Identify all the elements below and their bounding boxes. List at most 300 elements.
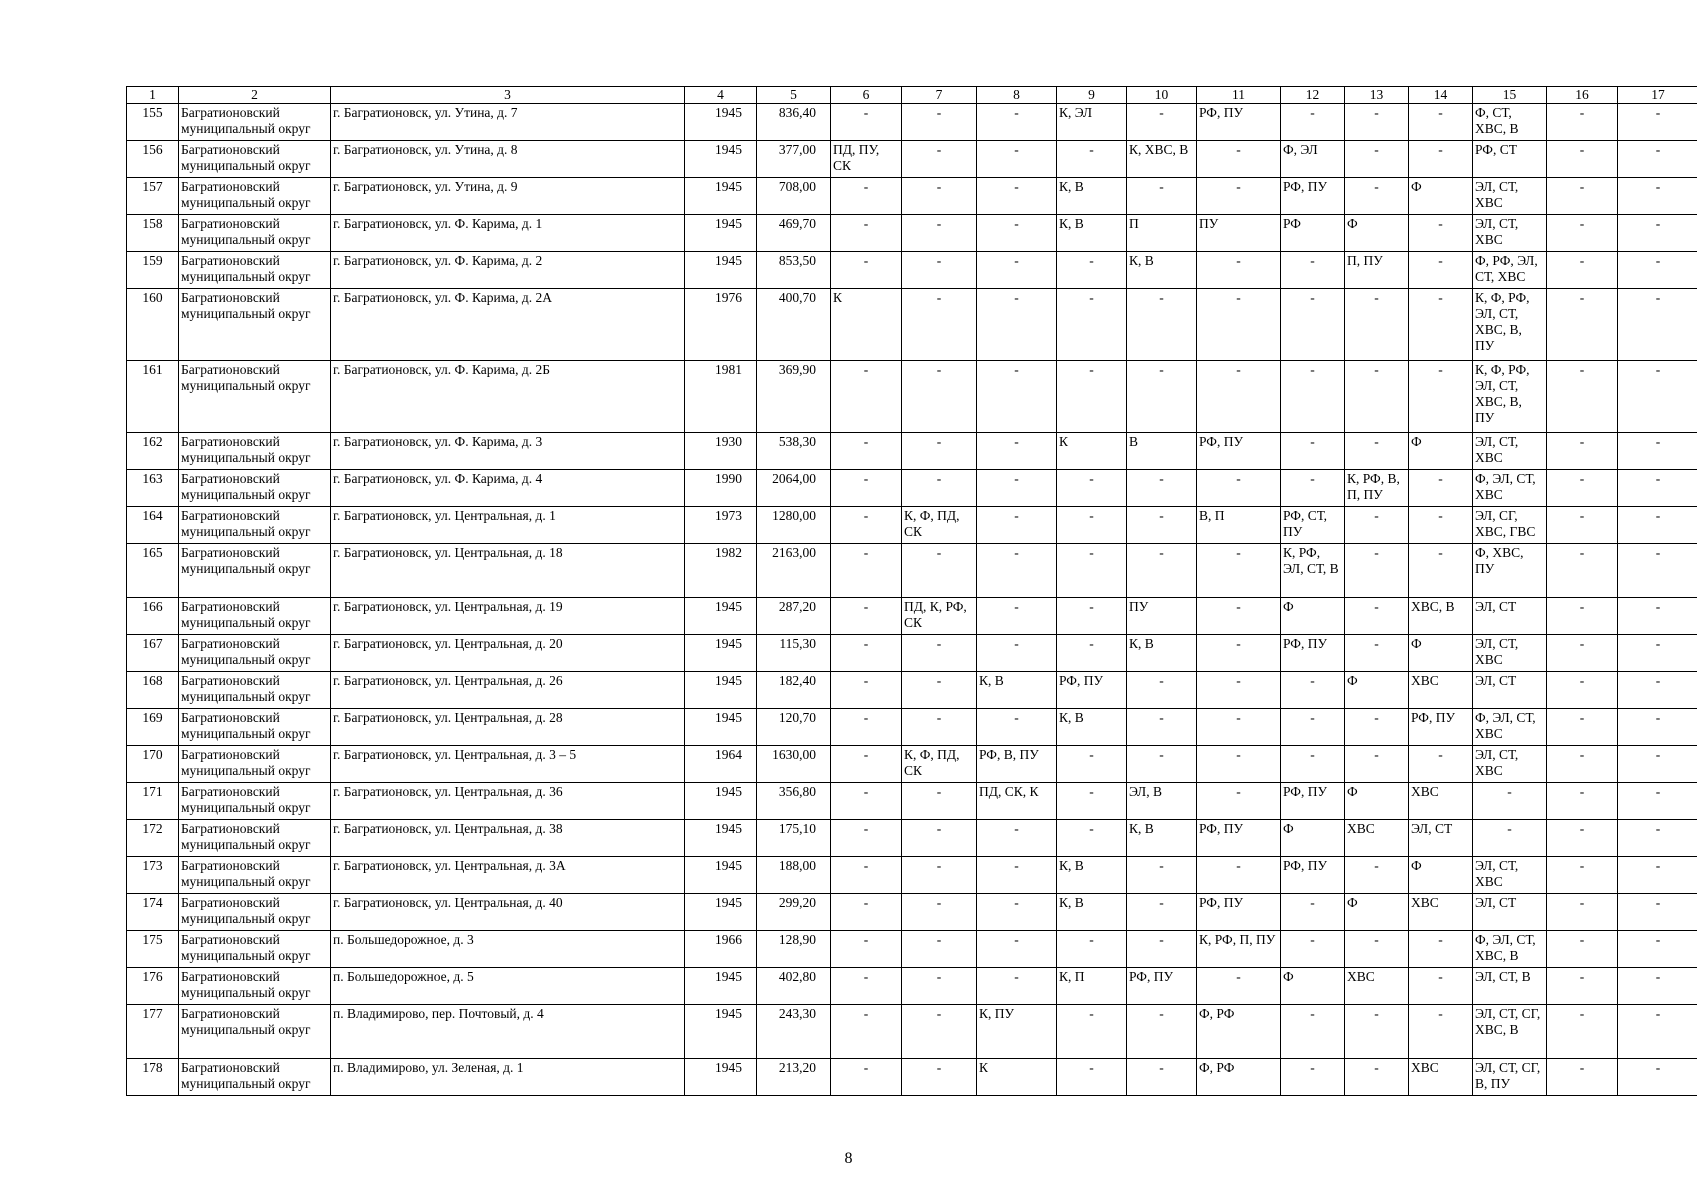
column-number-header: 12 (1281, 87, 1345, 104)
cell-col-13: Ф (1345, 672, 1409, 709)
cell-col-8: РФ, В, ПУ (977, 746, 1057, 783)
cell-col-7: - (902, 820, 977, 857)
row-number: 164 (127, 507, 179, 544)
cell-col-8: - (977, 289, 1057, 361)
year-cell: 1945 (685, 820, 757, 857)
cell-col-11: - (1197, 709, 1281, 746)
cell-col-10: - (1127, 544, 1197, 598)
cell-col-10: - (1127, 709, 1197, 746)
area-cell: 836,40 (757, 104, 831, 141)
address-cell: г. Багратионовск, ул. Ф. Карима, д. 2 (331, 252, 685, 289)
cell-col-15: ЭЛ, СТ, В (1473, 968, 1547, 1005)
cell-col-7: - (902, 104, 977, 141)
row-number: 158 (127, 215, 179, 252)
cell-col-8: - (977, 968, 1057, 1005)
cell-col-13: - (1345, 141, 1409, 178)
cell-col-11: - (1197, 635, 1281, 672)
cell-col-14: - (1409, 1005, 1473, 1059)
area-cell: 182,40 (757, 672, 831, 709)
district-cell: Багратионовский муниципальный округ (179, 289, 331, 361)
row-number: 161 (127, 361, 179, 433)
column-number-header: 3 (331, 87, 685, 104)
cell-col-10: - (1127, 1059, 1197, 1096)
table-row (127, 820, 1697, 857)
table-row (127, 252, 1697, 289)
table-row (127, 141, 1697, 178)
row-number: 170 (127, 746, 179, 783)
column-number-header: 7 (902, 87, 977, 104)
table-row (127, 104, 1697, 141)
cell-col-15: ЭЛ, СТ, ХВС (1473, 746, 1547, 783)
row-number: 155 (127, 104, 179, 141)
cell-col-6: - (831, 857, 902, 894)
cell-col-9: - (1057, 507, 1127, 544)
cell-col-17: - (1618, 857, 1697, 894)
year-cell: 1930 (685, 433, 757, 470)
cell-col-11: - (1197, 178, 1281, 215)
cell-col-8: ПД, СК, К (977, 783, 1057, 820)
cell-col-9: К, В (1057, 857, 1127, 894)
year-cell: 1990 (685, 470, 757, 507)
cell-col-8: - (977, 178, 1057, 215)
cell-col-13: - (1345, 1059, 1409, 1096)
year-cell: 1966 (685, 931, 757, 968)
cell-col-9: - (1057, 544, 1127, 598)
cell-col-10: П (1127, 215, 1197, 252)
cell-col-10: К, В (1127, 635, 1197, 672)
cell-col-7: ПД, К, РФ, СК (902, 598, 977, 635)
table-body (127, 87, 1697, 1096)
row-number: 166 (127, 598, 179, 635)
cell-col-13: - (1345, 746, 1409, 783)
column-number-header: 5 (757, 87, 831, 104)
year-cell: 1945 (685, 598, 757, 635)
row-number: 173 (127, 857, 179, 894)
table-row (127, 470, 1697, 507)
cell-col-14: ЭЛ, СТ (1409, 820, 1473, 857)
cell-col-16: - (1547, 215, 1618, 252)
cell-col-7: - (902, 635, 977, 672)
cell-col-17: - (1618, 215, 1697, 252)
cell-col-8: - (977, 361, 1057, 433)
cell-col-10: РФ, ПУ (1127, 968, 1197, 1005)
district-cell: Багратионовский муниципальный округ (179, 635, 331, 672)
cell-col-12: РФ, ПУ (1281, 635, 1345, 672)
cell-col-8: - (977, 709, 1057, 746)
row-number: 162 (127, 433, 179, 470)
cell-col-9: К, В (1057, 894, 1127, 931)
table-row (127, 598, 1697, 635)
cell-col-16: - (1547, 598, 1618, 635)
cell-col-11: РФ, ПУ (1197, 894, 1281, 931)
cell-col-13: ХВС (1345, 820, 1409, 857)
cell-col-12: РФ, ПУ (1281, 857, 1345, 894)
cell-col-9: - (1057, 1059, 1127, 1096)
cell-col-6: К (831, 289, 902, 361)
cell-col-14: - (1409, 931, 1473, 968)
cell-col-11: В, П (1197, 507, 1281, 544)
cell-col-9: - (1057, 141, 1127, 178)
cell-col-12: - (1281, 361, 1345, 433)
table-row (127, 709, 1697, 746)
cell-col-9: - (1057, 931, 1127, 968)
cell-col-15: ЭЛ, СТ (1473, 598, 1547, 635)
cell-col-17: - (1618, 178, 1697, 215)
cell-col-14: ХВС, В (1409, 598, 1473, 635)
cell-col-16: - (1547, 857, 1618, 894)
table-row (127, 894, 1697, 931)
cell-col-8: - (977, 433, 1057, 470)
cell-col-7: - (902, 931, 977, 968)
cell-col-6: - (831, 1005, 902, 1059)
cell-col-16: - (1547, 104, 1618, 141)
district-cell: Багратионовский муниципальный округ (179, 968, 331, 1005)
table-row (127, 746, 1697, 783)
address-cell: г. Багратионовск, ул. Центральная, д. 3А (331, 857, 685, 894)
cell-col-12: Ф (1281, 820, 1345, 857)
address-cell: г. Багратионовск, ул. Центральная, д. 26 (331, 672, 685, 709)
cell-col-16: - (1547, 361, 1618, 433)
cell-col-7: - (902, 1059, 977, 1096)
table-row (127, 1005, 1697, 1059)
cell-col-16: - (1547, 894, 1618, 931)
cell-col-13: - (1345, 635, 1409, 672)
cell-col-17: - (1618, 104, 1697, 141)
cell-col-13: К, РФ, В, П, ПУ (1345, 470, 1409, 507)
cell-col-9: - (1057, 820, 1127, 857)
cell-col-15: Ф, СТ, ХВС, В (1473, 104, 1547, 141)
cell-col-10: - (1127, 931, 1197, 968)
cell-col-7: К, Ф, ПД, СК (902, 746, 977, 783)
cell-col-11: - (1197, 361, 1281, 433)
column-number-header: 8 (977, 87, 1057, 104)
row-number: 178 (127, 1059, 179, 1096)
column-number-header: 16 (1547, 87, 1618, 104)
year-cell: 1976 (685, 289, 757, 361)
cell-col-15: Ф, ХВС, ПУ (1473, 544, 1547, 598)
district-cell: Багратионовский муниципальный округ (179, 507, 331, 544)
address-cell: г. Багратионовск, ул. Центральная, д. 38 (331, 820, 685, 857)
cell-col-16: - (1547, 1005, 1618, 1059)
cell-col-13: - (1345, 507, 1409, 544)
address-cell: г. Багратионовск, ул. Центральная, д. 19 (331, 598, 685, 635)
cell-col-8: - (977, 635, 1057, 672)
cell-col-8: - (977, 544, 1057, 598)
cell-col-13: Ф (1345, 894, 1409, 931)
cell-col-8: К, В (977, 672, 1057, 709)
cell-col-15: ЭЛ, СТ, ХВС (1473, 215, 1547, 252)
year-cell: 1945 (685, 709, 757, 746)
row-number: 159 (127, 252, 179, 289)
cell-col-11: - (1197, 672, 1281, 709)
area-cell: 400,70 (757, 289, 831, 361)
district-cell: Багратионовский муниципальный округ (179, 857, 331, 894)
cell-col-17: - (1618, 968, 1697, 1005)
area-cell: 2163,00 (757, 544, 831, 598)
cell-col-6: - (831, 104, 902, 141)
cell-col-11: РФ, ПУ (1197, 104, 1281, 141)
cell-col-12: РФ, ПУ (1281, 783, 1345, 820)
cell-col-17: - (1618, 433, 1697, 470)
cell-col-15: ЭЛ, СТ, СГ, ХВС, В (1473, 1005, 1547, 1059)
cell-col-6: - (831, 215, 902, 252)
cell-col-11: РФ, ПУ (1197, 433, 1281, 470)
cell-col-12: - (1281, 104, 1345, 141)
cell-col-11: Ф, РФ (1197, 1005, 1281, 1059)
cell-col-9: К, П (1057, 968, 1127, 1005)
cell-col-16: - (1547, 544, 1618, 598)
cell-col-16: - (1547, 252, 1618, 289)
year-cell: 1945 (685, 141, 757, 178)
cell-col-11: - (1197, 141, 1281, 178)
row-number: 160 (127, 289, 179, 361)
area-cell: 402,80 (757, 968, 831, 1005)
row-number: 165 (127, 544, 179, 598)
cell-col-6: - (831, 894, 902, 931)
area-cell: 538,30 (757, 433, 831, 470)
district-cell: Багратионовский муниципальный округ (179, 470, 331, 507)
cell-col-17: - (1618, 746, 1697, 783)
cell-col-6: - (831, 968, 902, 1005)
table-row (127, 635, 1697, 672)
cell-col-16: - (1547, 470, 1618, 507)
cell-col-9: К, ЭЛ (1057, 104, 1127, 141)
cell-col-6: - (831, 1059, 902, 1096)
district-cell: Багратионовский муниципальный округ (179, 361, 331, 433)
column-number-header: 14 (1409, 87, 1473, 104)
address-cell: г. Багратионовск, ул. Центральная, д. 1 (331, 507, 685, 544)
cell-col-6: - (831, 598, 902, 635)
district-cell: Багратионовский муниципальный округ (179, 178, 331, 215)
year-cell: 1945 (685, 635, 757, 672)
column-number-header: 11 (1197, 87, 1281, 104)
cell-col-13: - (1345, 857, 1409, 894)
cell-col-15: ЭЛ, СТ, СГ, В, ПУ (1473, 1059, 1547, 1096)
cell-col-17: - (1618, 470, 1697, 507)
district-cell: Багратионовский муниципальный округ (179, 215, 331, 252)
cell-col-17: - (1618, 1059, 1697, 1096)
cell-col-11: РФ, ПУ (1197, 820, 1281, 857)
column-number-header: 17 (1618, 87, 1697, 104)
cell-col-9: - (1057, 470, 1127, 507)
cell-col-8: - (977, 857, 1057, 894)
cell-col-13: - (1345, 361, 1409, 433)
cell-col-7: - (902, 361, 977, 433)
cell-col-16: - (1547, 931, 1618, 968)
address-cell: г. Багратионовск, ул. Центральная, д. 3 – 5 (331, 746, 685, 783)
cell-col-12: - (1281, 1005, 1345, 1059)
district-cell: Багратионовский муниципальный округ (179, 252, 331, 289)
cell-col-11: - (1197, 746, 1281, 783)
column-number-header: 6 (831, 87, 902, 104)
row-number: 156 (127, 141, 179, 178)
cell-col-9: РФ, ПУ (1057, 672, 1127, 709)
column-number-header: 10 (1127, 87, 1197, 104)
cell-col-6: - (831, 470, 902, 507)
cell-col-17: - (1618, 635, 1697, 672)
cell-col-16: - (1547, 746, 1618, 783)
column-number-header-row (127, 87, 1697, 104)
column-number-header: 13 (1345, 87, 1409, 104)
table-row (127, 289, 1697, 361)
cell-col-15: Ф, РФ, ЭЛ, СТ, ХВС (1473, 252, 1547, 289)
page-number: 8 (844, 1150, 853, 1167)
area-cell: 287,20 (757, 598, 831, 635)
cell-col-15: ЭЛ, СГ, ХВС, ГВС (1473, 507, 1547, 544)
column-number-header: 2 (179, 87, 331, 104)
cell-col-6: - (831, 672, 902, 709)
year-cell: 1945 (685, 968, 757, 1005)
district-cell: Багратионовский муниципальный округ (179, 746, 331, 783)
cell-col-14: - (1409, 104, 1473, 141)
area-cell: 299,20 (757, 894, 831, 931)
cell-col-17: - (1618, 672, 1697, 709)
row-number: 169 (127, 709, 179, 746)
cell-col-11: - (1197, 289, 1281, 361)
district-cell: Багратионовский муниципальный округ (179, 672, 331, 709)
cell-col-11: - (1197, 470, 1281, 507)
cell-col-13: - (1345, 104, 1409, 141)
cell-col-11: - (1197, 783, 1281, 820)
cell-col-16: - (1547, 672, 1618, 709)
cell-col-13: Ф (1345, 783, 1409, 820)
year-cell: 1945 (685, 104, 757, 141)
year-cell: 1945 (685, 252, 757, 289)
cell-col-16: - (1547, 968, 1618, 1005)
cell-col-7: К, Ф, ПД, СК (902, 507, 977, 544)
cell-col-16: - (1547, 289, 1618, 361)
cell-col-14: Ф (1409, 635, 1473, 672)
row-number: 177 (127, 1005, 179, 1059)
row-number: 174 (127, 894, 179, 931)
cell-col-11: - (1197, 857, 1281, 894)
cell-col-11: - (1197, 968, 1281, 1005)
cell-col-13: - (1345, 289, 1409, 361)
year-cell: 1981 (685, 361, 757, 433)
cell-col-7: - (902, 141, 977, 178)
cell-col-17: - (1618, 507, 1697, 544)
cell-col-11: - (1197, 544, 1281, 598)
cell-col-17: - (1618, 598, 1697, 635)
cell-col-7: - (902, 433, 977, 470)
cell-col-9: - (1057, 252, 1127, 289)
district-cell: Багратионовский муниципальный округ (179, 894, 331, 931)
cell-col-6: - (831, 544, 902, 598)
table-row (127, 672, 1697, 709)
cell-col-15: Ф, ЭЛ, СТ, ХВС (1473, 709, 1547, 746)
cell-col-6: - (831, 783, 902, 820)
address-cell: п. Владимирово, ул. Зеленая, д. 1 (331, 1059, 685, 1096)
cell-col-7: - (902, 894, 977, 931)
table-row (127, 857, 1697, 894)
cell-col-14: ХВС (1409, 783, 1473, 820)
cell-col-17: - (1618, 252, 1697, 289)
cell-col-6: - (831, 433, 902, 470)
row-number: 172 (127, 820, 179, 857)
table-row (127, 178, 1697, 215)
year-cell: 1945 (685, 1059, 757, 1096)
cell-col-8: - (977, 820, 1057, 857)
cell-col-7: - (902, 289, 977, 361)
cell-col-10: - (1127, 672, 1197, 709)
cell-col-15: Ф, ЭЛ, СТ, ХВС, В (1473, 931, 1547, 968)
area-cell: 469,70 (757, 215, 831, 252)
cell-col-12: - (1281, 289, 1345, 361)
cell-col-16: - (1547, 433, 1618, 470)
cell-col-7: - (902, 252, 977, 289)
address-cell: г. Багратионовск, ул. Утина, д. 8 (331, 141, 685, 178)
cell-col-6: - (831, 709, 902, 746)
cell-col-15: - (1473, 783, 1547, 820)
cell-col-7: - (902, 672, 977, 709)
cell-col-17: - (1618, 289, 1697, 361)
cell-col-14: - (1409, 215, 1473, 252)
table-row (127, 783, 1697, 820)
cell-col-10: К, В (1127, 252, 1197, 289)
cell-col-15: ЭЛ, СТ, ХВС (1473, 433, 1547, 470)
cell-col-17: - (1618, 820, 1697, 857)
cell-col-17: - (1618, 783, 1697, 820)
column-number-header: 1 (127, 87, 179, 104)
year-cell: 1973 (685, 507, 757, 544)
row-number: 176 (127, 968, 179, 1005)
district-cell: Багратионовский муниципальный округ (179, 783, 331, 820)
address-cell: г. Багратионовск, ул. Центральная, д. 18 (331, 544, 685, 598)
cell-col-10: - (1127, 178, 1197, 215)
cell-col-6: ПД, ПУ, СК (831, 141, 902, 178)
cell-col-12: - (1281, 672, 1345, 709)
area-cell: 175,10 (757, 820, 831, 857)
cell-col-14: - (1409, 544, 1473, 598)
district-cell: Багратионовский муниципальный округ (179, 141, 331, 178)
cell-col-8: - (977, 252, 1057, 289)
cell-col-7: - (902, 857, 977, 894)
cell-col-13: - (1345, 1005, 1409, 1059)
cell-col-14: Ф (1409, 433, 1473, 470)
area-cell: 128,90 (757, 931, 831, 968)
column-number-header: 15 (1473, 87, 1547, 104)
column-number-header: 9 (1057, 87, 1127, 104)
cell-col-10: - (1127, 746, 1197, 783)
cell-col-7: - (902, 470, 977, 507)
cell-col-12: - (1281, 894, 1345, 931)
year-cell: 1982 (685, 544, 757, 598)
row-number: 157 (127, 178, 179, 215)
address-cell: п. Большедорожное, д. 5 (331, 968, 685, 1005)
cell-col-15: - (1473, 820, 1547, 857)
cell-col-14: - (1409, 289, 1473, 361)
cell-col-15: ЭЛ, СТ, ХВС (1473, 857, 1547, 894)
cell-col-7: - (902, 709, 977, 746)
cell-col-11: Ф, РФ (1197, 1059, 1281, 1096)
cell-col-14: РФ, ПУ (1409, 709, 1473, 746)
cell-col-11: ПУ (1197, 215, 1281, 252)
table-row (127, 433, 1697, 470)
address-cell: п. Владимирово, пер. Почтовый, д. 4 (331, 1005, 685, 1059)
address-cell: г. Багратионовск, ул. Утина, д. 7 (331, 104, 685, 141)
column-number-header: 4 (685, 87, 757, 104)
cell-col-9: - (1057, 1005, 1127, 1059)
year-cell: 1945 (685, 783, 757, 820)
cell-col-13: ХВС (1345, 968, 1409, 1005)
cell-col-17: - (1618, 361, 1697, 433)
district-cell: Багратионовский муниципальный округ (179, 433, 331, 470)
cell-col-6: - (831, 507, 902, 544)
district-cell: Багратионовский муниципальный округ (179, 931, 331, 968)
cell-col-10: ПУ (1127, 598, 1197, 635)
housing-repair-table (126, 86, 1697, 1096)
area-cell: 1630,00 (757, 746, 831, 783)
